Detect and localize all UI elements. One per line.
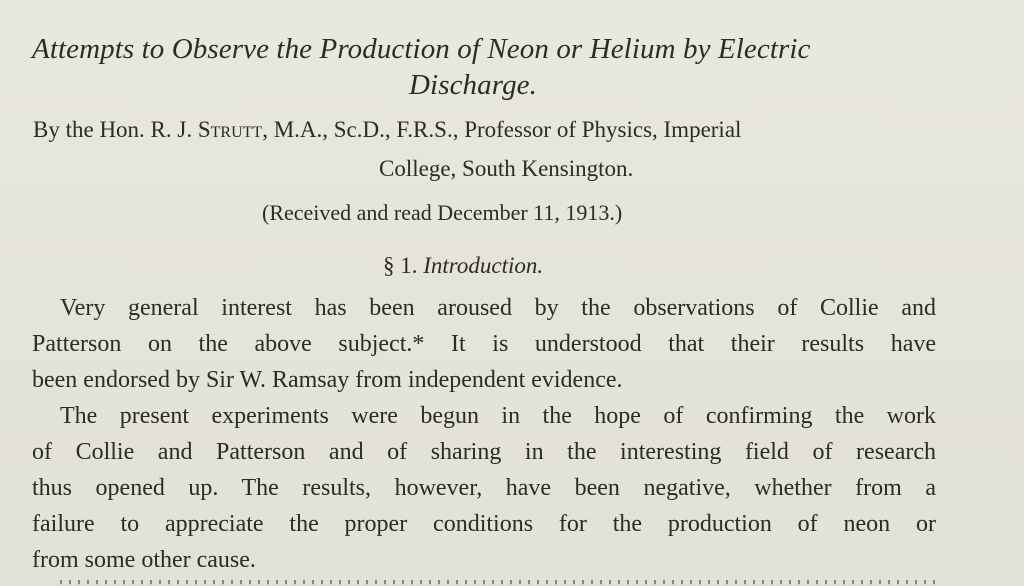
section-number: § 1. [383,253,418,278]
paragraph-2-line-3: thus opened up. The results, however, have been negative, whether from a [32,475,936,501]
paragraph-1-line-1: Very general interest has been aroused by the observations of Collie and [60,295,936,321]
cropped-next-line [60,578,936,586]
paragraph-1-line-3: been endorsed by Sir W. Ramsay from independent evidence. [32,367,623,393]
paragraph-2-line-4: failure to appreciate the proper conditions for the production of neon or [32,511,936,537]
paragraph-2-line-1: The present experiments were begun in the hope of confirming the work [60,403,936,429]
received-date: (Received and read December 11, 1913.) [262,200,623,225]
article-title-line-2: Discharge. [409,69,537,101]
author-byline-line-1 [33,117,741,143]
paragraph-2-line-5: from some other cause. [32,547,256,573]
paragraph-2-line-2: of Collie and Patterson and of sharing in the interesting field of research [32,439,936,465]
article-title-line-1: Attempts to Observe the Production of Neon or Helium by Electric [32,33,811,65]
paragraph-1-line-2: Patterson on the above subject.* It is understood that their results have [32,331,936,357]
section-heading [383,253,543,279]
section-title: Introduction. [423,253,544,278]
author-byline-line-2: College, South Kensington. [379,156,634,181]
byline-credentials: , M.A., Sc.D., F.R.S., Professor of Physics, Imperial [262,117,742,142]
byline-prefix: By the Hon. R. J. [33,117,198,142]
author-surname: Strutt [197,117,263,142]
